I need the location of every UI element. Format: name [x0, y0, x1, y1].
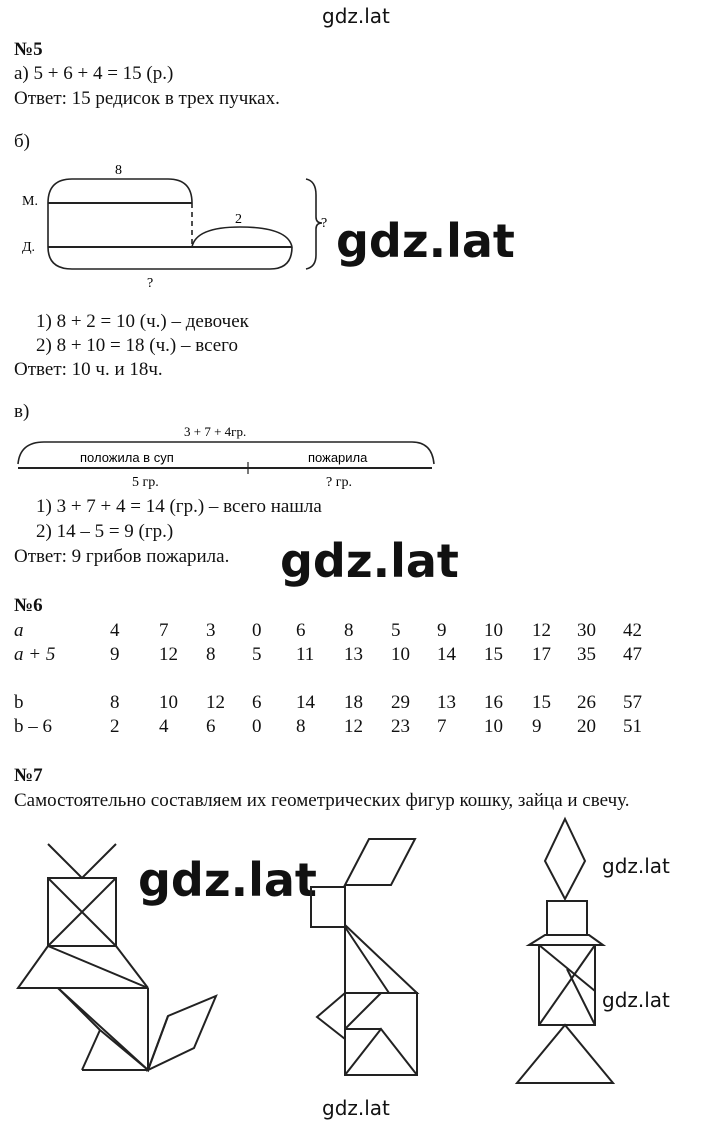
task5-b-label: б): [14, 131, 30, 152]
table-cell: 8: [296, 716, 306, 737]
segment-diagram-b: [0, 155, 360, 295]
diagram-b-bottom-question: ?: [147, 276, 154, 291]
table-cell: 15: [532, 692, 551, 713]
table-cell: 9: [110, 644, 120, 665]
watermark-top: gdz.lat: [322, 4, 390, 28]
table-cell: 12: [344, 716, 363, 737]
table-cell: 30: [577, 620, 596, 641]
table-cell: 6: [206, 716, 216, 737]
diagram-b-brace-question: ?: [321, 216, 328, 231]
table-cell: 0: [252, 620, 262, 641]
table-cell: 51: [623, 716, 642, 737]
table-cell: 15: [484, 644, 503, 665]
table-cell: 4: [110, 620, 120, 641]
tangram-candle: [505, 815, 635, 1085]
watermark-large-3: gdz.lat: [138, 853, 317, 907]
table-cell: 10: [484, 620, 503, 641]
tangram-cat: [0, 820, 260, 1080]
table-cell: 0: [252, 716, 262, 737]
table-cell: 9: [437, 620, 447, 641]
table-cell: 14: [437, 644, 456, 665]
segment-diagram-v: [0, 420, 450, 496]
table-cell: 12: [532, 620, 551, 641]
table-cell: 47: [623, 644, 642, 665]
diagram-v-right-value: ? гр.: [326, 475, 352, 490]
table-cell: 5: [391, 620, 401, 641]
table-spacer-row: [14, 667, 663, 691]
table-cell: 8: [206, 644, 216, 665]
table-cell: 17: [532, 644, 551, 665]
table-cell: 11: [296, 644, 315, 665]
watermark-large-1: gdz.lat: [336, 214, 515, 268]
task5-b-step1: 1) 8 + 2 = 10 (ч.) – девочек: [36, 311, 249, 332]
table-cell: 8: [344, 620, 354, 641]
table-cell: 7: [437, 716, 447, 737]
watermark-large-2: gdz.lat: [280, 534, 459, 588]
task5-v-label: в): [14, 401, 30, 422]
table-cell: 4: [159, 716, 169, 737]
table-cell: 12: [159, 644, 178, 665]
task6-table: [14, 619, 663, 739]
table-cell: 7: [159, 620, 169, 641]
task7-heading: №7: [14, 765, 43, 786]
task6-heading: №6: [14, 595, 43, 616]
table-cell: 16: [484, 692, 503, 713]
task5-a-line: а) 5 + 6 + 4 = 15 (р.): [14, 63, 174, 84]
diagram-b-extra-value: 2: [235, 212, 242, 227]
table-cell: 14: [296, 692, 315, 713]
task5-heading: №5: [14, 39, 43, 60]
task5-b-answer: Ответ: 10 ч. и 18ч.: [14, 359, 163, 380]
table-cell: 18: [344, 692, 363, 713]
table-cell: 42: [623, 620, 642, 641]
task5-a-answer: Ответ: 15 редисок в трех пучках.: [14, 88, 280, 109]
table-cell: 5: [252, 644, 262, 665]
diagram-v-right-text: пожарила: [308, 450, 368, 465]
table-cell: 3: [206, 620, 216, 641]
table-cell: 20: [577, 716, 596, 737]
task5-v-step1: 1) 3 + 7 + 4 = 14 (гр.) – всего нашла: [36, 496, 322, 517]
table-cell: 23: [391, 716, 410, 737]
task5-v-step2: 2) 14 – 5 = 9 (гр.): [36, 521, 174, 542]
watermark-small-2: gdz.lat: [602, 988, 670, 1012]
table-cell: 57: [623, 692, 642, 713]
watermark-small-1: gdz.lat: [602, 854, 670, 878]
row-label: a + 5: [14, 644, 56, 665]
row-label: a: [14, 620, 24, 641]
table-cell: 29: [391, 692, 410, 713]
table-cell: 8: [110, 692, 120, 713]
row-label: b: [14, 692, 24, 713]
task5-v-answer: Ответ: 9 грибов пожарила.: [14, 546, 230, 567]
tangram-rabbit: [295, 825, 445, 1085]
diagram-b-top-value: 8: [115, 163, 122, 178]
row-label: b – 6: [14, 716, 52, 737]
table-row: [14, 691, 663, 715]
table-row: [14, 643, 663, 667]
diagram-v-left-text: положила в суп: [80, 450, 174, 465]
table-cell: 12: [206, 692, 225, 713]
table-row: [14, 619, 663, 643]
table-cell: 2: [110, 716, 120, 737]
table-cell: 6: [252, 692, 262, 713]
diagram-b-m-label: М.: [22, 194, 38, 209]
table-cell: 10: [484, 716, 503, 737]
diagram-v-left-value: 5 гр.: [132, 475, 159, 490]
diagram-b-d-label: Д.: [22, 240, 36, 255]
diagram-v-top-expr: 3 + 7 + 4гр.: [184, 424, 247, 439]
table-cell: 13: [437, 692, 456, 713]
table-cell: 26: [577, 692, 596, 713]
table-cell: 10: [159, 692, 178, 713]
table-cell: 13: [344, 644, 363, 665]
task7-text: Самостоятельно составляем их геометрических фигур кошку, зайца и свечу.: [14, 790, 630, 811]
table-cell: 6: [296, 620, 306, 641]
table-cell: 9: [532, 716, 542, 737]
task5-b-step2: 2) 8 + 10 = 18 (ч.) – всего: [36, 335, 238, 356]
table-row: [14, 715, 663, 739]
watermark-bottom: gdz.lat: [322, 1096, 390, 1120]
table-cell: 35: [577, 644, 596, 665]
table-cell: 10: [391, 644, 410, 665]
